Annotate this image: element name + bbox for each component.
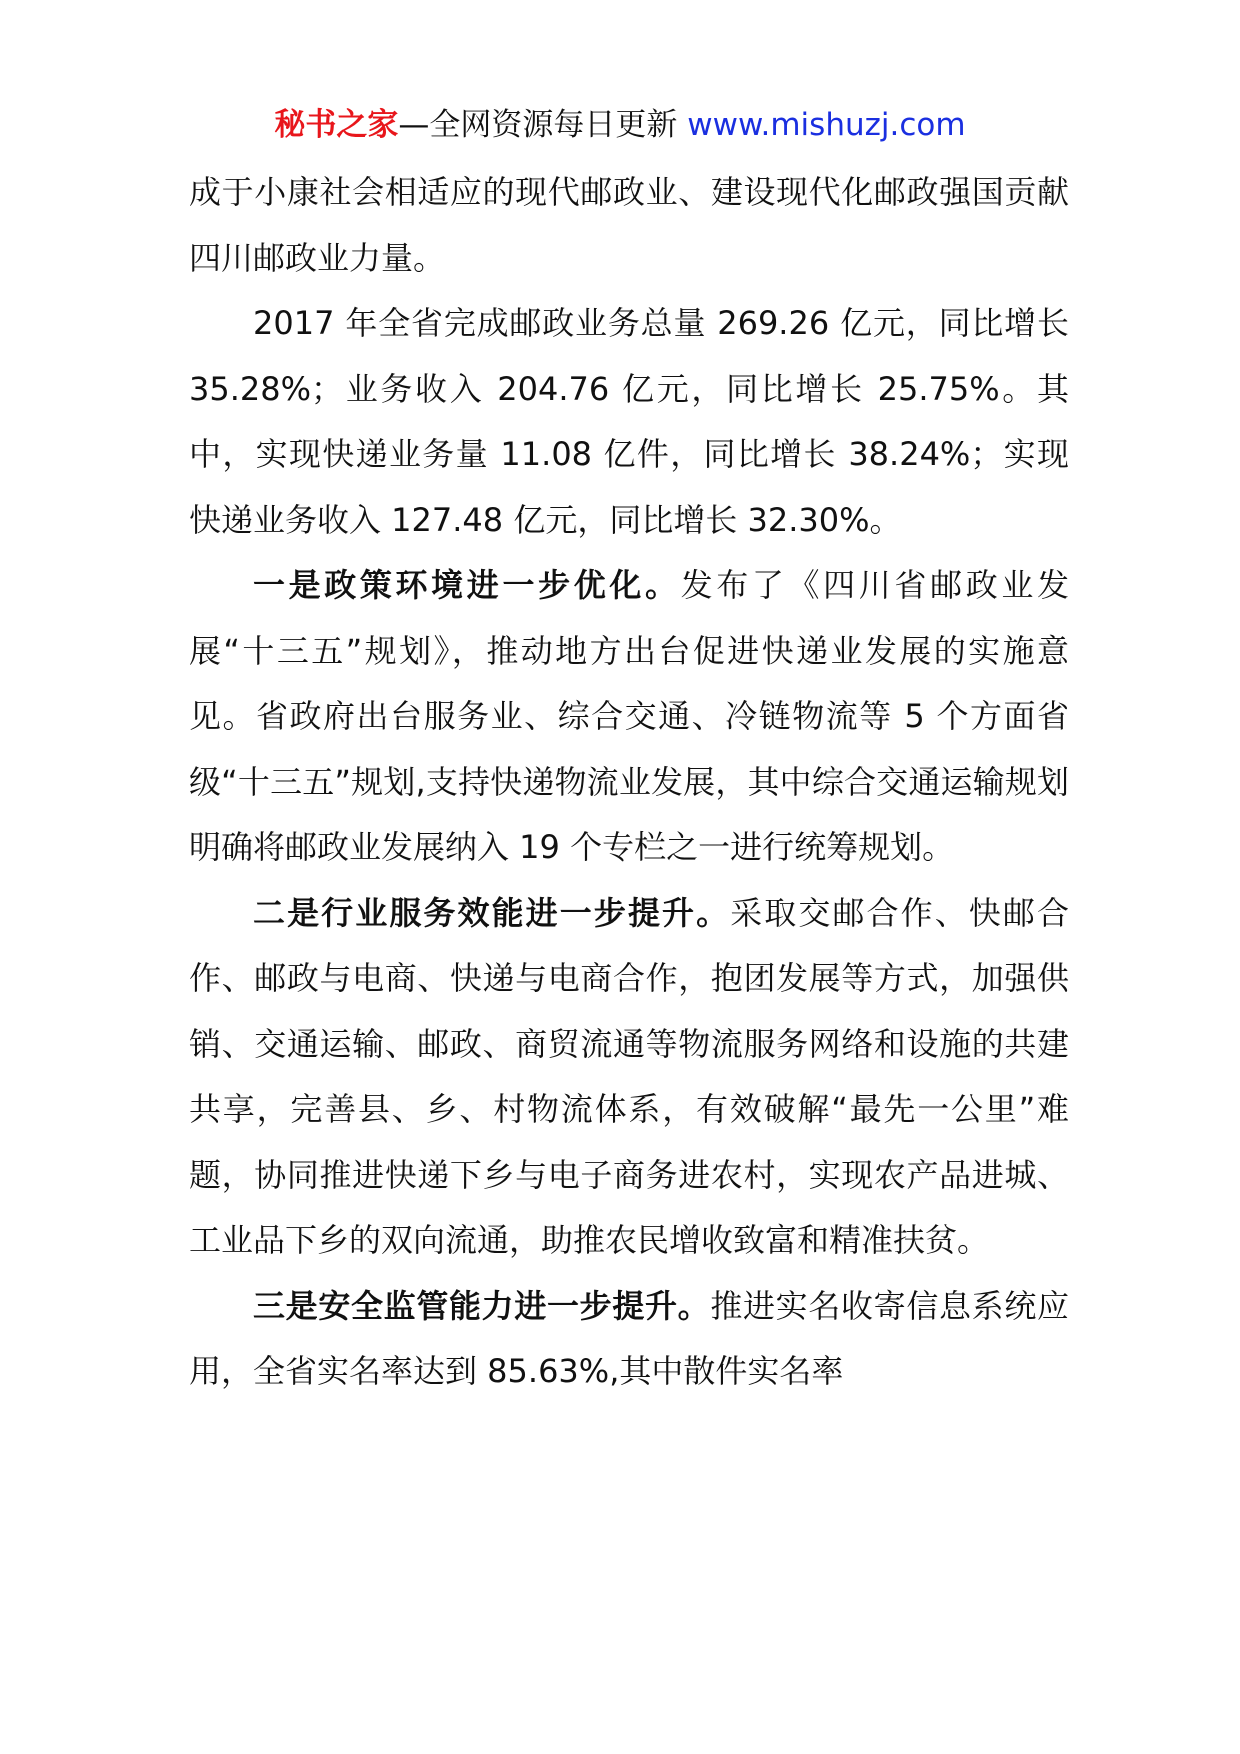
document-body [189,160,1069,1405]
paragraph-lead: 二是行业服务效能进一步提升。 [253,893,731,932]
page-header [0,103,1240,147]
paragraph-continuation [189,160,1069,291]
paragraph-text: 成于小康社会相适应的现代邮政业、建设现代化邮政强国贡献四川邮政业力量。 [189,173,1069,277]
brand-name: 秘书之家 [274,107,399,143]
paragraph-lead: 一是政策环境进一步优化。 [253,566,681,604]
paragraph-text: 采取交邮合作、快邮合作、邮政与电商、快递与电商合作，抱团发展等方式，加强供销、交通运输、邮政、商贸流通等物流服务网络和设施的共建共享，完善县、乡、村物流体系，有效破解“最先一公里”难题，协同推进快递下乡与电子商务进农村，实现农产品进城、工业品下乡的双向流通，助推农民增收致富和精准扶贫。 [189,893,1069,1259]
site-url-link[interactable]: www.mishuzj.com [687,107,966,143]
paragraph-text: 2017 年全省完成邮政业务总量 269.26 亿元，同比增长 35.28%；业务收入 204.76 亿元，同比增长 25.75%。其中，实现快递业务量 11.08 亿件，同比增长 38.24%；实现快递业务收入 127.48 亿元，同比增长 32.30%。 [189,304,1069,539]
header-slogan: —全网资源每日更新 [398,107,678,143]
paragraph-safety [189,1274,1069,1405]
paragraph-lead: 三是安全监管能力进一步提升。 [253,1286,711,1325]
paragraph-text: 发布了《四川省邮政业发展“十三五”规划》，推动地方出台促进快递业发展的实施意见。省政府出台服务业、综合交通、冷链物流等 5 个方面省级“十三五”规划,支持快递物流业发展，其中综合交通运输规划明确将邮政业发展纳入 19 个专栏之一进行统筹规划。 [189,566,1069,866]
paragraph-text: 推进实名收寄信息系统应用，全省实名率达到 85.63%,其中散件实名率 [189,1286,1069,1390]
paragraph-policy [189,553,1069,881]
paragraph-statistics [189,291,1069,553]
paragraph-service [189,881,1069,1274]
